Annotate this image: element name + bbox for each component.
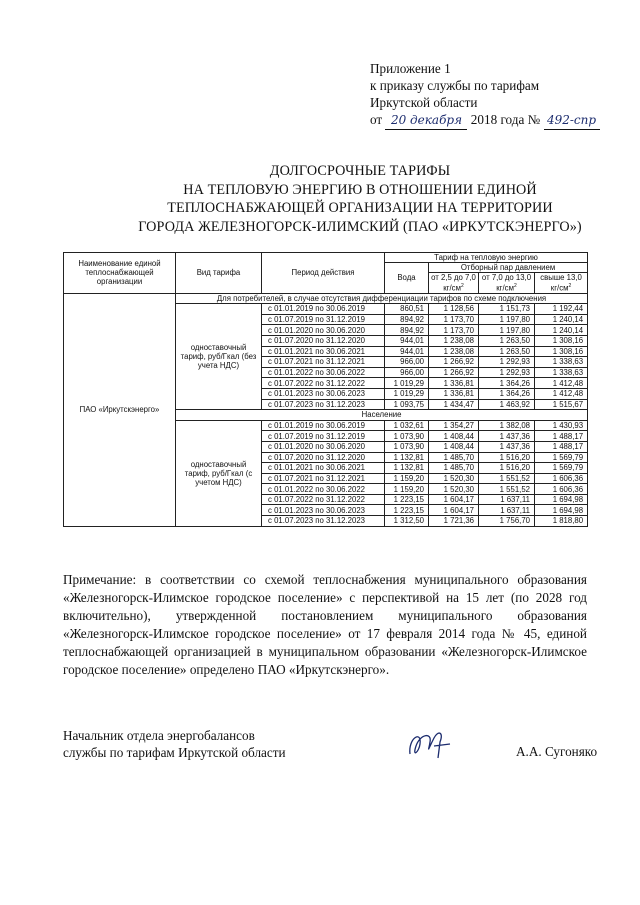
value-cell: 1 430,93 [535,420,588,431]
value-cell: 1 756,70 [479,516,535,527]
period-cell: с 01.07.2020 по 31.12.2020 [262,335,385,346]
header-pressure-1-text: от 2,5 до 7,0 кг/см [431,273,476,293]
period-cell: с 01.01.2019 по 30.06.2019 [262,304,385,315]
value-cell: 1 606,36 [535,484,588,495]
document-title [100,162,620,236]
value-cell: 1 604,17 [429,505,479,516]
value-cell: 1 292,93 [479,357,535,368]
signatory-title-line-2: службы по тарифам Иркутской области [63,745,286,760]
value-cell: 1 488,17 [535,441,588,452]
value-cell: 1 818,80 [535,516,588,527]
value-cell: 1 019,29 [385,378,429,389]
appendix-date-line [370,111,600,130]
period-cell: с 01.01.2022 по 30.06.2022 [262,484,385,495]
section-title: Для потребителей, в случае отсутствия дифференциации тарифов по схеме подключения [176,293,588,304]
title-line-2: НА ТЕПЛОВУЮ ЭНЕРГИЮ В ОТНОШЕНИИ ЕДИНОЙ [183,181,537,198]
value-cell: 1 019,29 [385,388,429,399]
period-cell: с 01.07.2023 по 31.12.2023 [262,399,385,410]
value-cell: 1 437,36 [479,431,535,442]
appendix-block [370,60,600,130]
value-cell: 1 266,92 [429,357,479,368]
value-cell: 1 604,17 [429,494,479,505]
tariff-kind-cell: одноставочный тариф, руб/Гкал (без учета НДС) [176,304,262,410]
handwritten-order-number: 492-спр [544,112,600,130]
period-cell: с 01.01.2021 по 30.06.2021 [262,346,385,357]
title-line-3: ТЕПЛОСНАБЖАЮЩЕЙ ОРГАНИЗАЦИИ НА ТЕРРИТОРИИ [167,200,553,216]
header-pressure-1-sup: 2 [460,283,464,289]
value-cell: 1 364,26 [479,378,535,389]
value-cell: 1 151,73 [479,304,535,315]
period-cell: с 01.01.2019 по 30.06.2019 [262,420,385,431]
value-cell: 1 382,08 [479,420,535,431]
value-cell: 1 606,36 [535,473,588,484]
appendix-line-1: Приложение 1 [370,61,451,76]
period-cell: с 01.07.2023 по 31.12.2023 [262,516,385,527]
value-cell: 1 223,15 [385,494,429,505]
value-cell: 944,01 [385,335,429,346]
value-cell: 1 032,61 [385,420,429,431]
value-cell: 1 488,17 [535,431,588,442]
header-pressure-3 [535,273,588,294]
tariff-kind-cell: одноставочный тариф, руб/Гкал (с учетом НДС) [176,420,262,526]
value-cell: 1 721,36 [429,516,479,527]
section-row [64,293,588,304]
value-cell: 1 338,63 [535,357,588,368]
period-cell: с 01.07.2019 по 31.12.2019 [262,314,385,325]
period-cell: с 01.01.2021 по 30.06.2021 [262,463,385,474]
title-line-1: ДОЛГОСРОЧНЫЕ ТАРИФЫ [269,163,451,179]
value-cell: 966,00 [385,367,429,378]
section-title: Население [176,410,588,421]
value-cell: 1 197,80 [479,314,535,325]
value-cell: 1 197,80 [479,325,535,336]
value-cell: 1 238,08 [429,335,479,346]
value-cell: 1 223,15 [385,505,429,516]
value-cell: 1 336,81 [429,388,479,399]
value-cell: 1 093,75 [385,399,429,410]
value-cell: 1 263,50 [479,346,535,357]
value-cell: 1 485,70 [429,463,479,474]
value-cell: 1 485,70 [429,452,479,463]
value-cell: 1 437,36 [479,441,535,452]
value-cell: 1 128,56 [429,304,479,315]
value-cell: 1 434,47 [429,399,479,410]
tariff-table [63,252,588,527]
period-cell: с 01.07.2020 по 31.12.2020 [262,452,385,463]
from-label: от [370,112,383,127]
value-cell: 894,92 [385,325,429,336]
period-cell: с 01.01.2020 по 30.06.2020 [262,325,385,336]
header-tariff: Тариф на тепловую энергию [385,253,588,263]
period-cell: с 01.01.2020 по 30.06.2020 [262,441,385,452]
value-cell: 1 408,44 [429,431,479,442]
value-cell: 1 312,50 [385,516,429,527]
value-cell: 1 515,67 [535,399,588,410]
value-cell: 1 516,20 [479,452,535,463]
value-cell: 1 240,14 [535,325,588,336]
appendix-line-3: Иркутской области [370,95,478,110]
value-cell: 860,51 [385,304,429,315]
period-cell: с 01.01.2022 по 30.06.2022 [262,367,385,378]
signatory-name: А.А. Сугоняко [516,744,598,759]
value-cell: 1 159,20 [385,473,429,484]
period-cell: с 01.07.2019 по 31.12.2019 [262,431,385,442]
period-cell: с 01.01.2023 по 30.06.2023 [262,388,385,399]
value-cell: 1 637,11 [479,494,535,505]
period-cell: с 01.07.2022 по 31.12.2022 [262,378,385,389]
appendix-line-2: к приказу службы по тарифам [370,78,540,93]
header-pressure-2-text: от 7,0 до 13,0 кг/см [481,273,532,293]
period-cell: с 01.07.2022 по 31.12.2022 [262,494,385,505]
header-kind: Вид тарифа [176,253,262,294]
value-cell: 1 173,70 [429,325,479,336]
header-pressure-3-text: свыше 13,0 кг/см [540,273,582,293]
value-cell: 1 463,92 [479,399,535,410]
title-line-4: ГОРОДА ЖЕЛЕЗНОГОРСК-ИЛИМСКИЙ (ПАО «ИРКУТСКЭНЕРГО») [138,218,582,235]
value-cell: 1 516,20 [479,463,535,474]
value-cell: 1 073,90 [385,431,429,442]
value-cell: 1 354,27 [429,420,479,431]
header-pressure-2-sup: 2 [513,283,517,289]
value-cell: 1 073,90 [385,441,429,452]
header-water: Вода [385,263,429,294]
header-period: Период действия [262,253,385,294]
tariff-table-body [64,293,588,526]
value-cell: 1 694,98 [535,505,588,516]
value-cell: 1 569,79 [535,463,588,474]
header-pressure-3-sup: 2 [568,283,572,289]
period-cell: с 01.07.2021 по 31.12.2021 [262,357,385,368]
value-cell: 1 132,81 [385,463,429,474]
value-cell: 1 520,30 [429,473,479,484]
header-pressure-2 [479,273,535,294]
value-cell: 966,00 [385,357,429,368]
value-cell: 1 159,20 [385,484,429,495]
value-cell: 1 408,44 [429,441,479,452]
org-name-cell: ПАО «Иркутскэнерго» [64,293,176,526]
value-cell: 1 569,79 [535,452,588,463]
signatory-title-line-1: Начальник отдела энергобалансов [63,728,255,743]
signatory-title [63,727,286,761]
period-cell: с 01.01.2023 по 30.06.2023 [262,505,385,516]
value-cell: 1 551,52 [479,484,535,495]
handwritten-date: 20 декабря [385,112,467,130]
value-cell: 1 520,30 [429,484,479,495]
value-cell: 1 637,11 [479,505,535,516]
value-cell: 1 308,16 [535,346,588,357]
value-cell: 894,92 [385,314,429,325]
value-cell: 1 240,14 [535,314,588,325]
value-cell: 1 412,48 [535,388,588,399]
value-cell: 1 263,50 [479,335,535,346]
header-pressure-1 [429,273,479,294]
value-cell: 1 173,70 [429,314,479,325]
year-text: 2018 года № [470,112,541,127]
value-cell: 1 551,52 [479,473,535,484]
header-org: Наименование единой теплоснабжающей организации [64,253,176,294]
handwritten-signature-icon [404,724,456,764]
value-cell: 1 412,48 [535,378,588,389]
value-cell: 944,01 [385,346,429,357]
value-cell: 1 192,44 [535,304,588,315]
period-cell: с 01.07.2021 по 31.12.2021 [262,473,385,484]
note-paragraph: Примечание: в соответствии со схемой теплоснабжения муниципального образования «Железногорск-Илимское городское поселение» с перспективой на 15 лет (по 2028 год включительно), утвержденной постановлением муниципального образования «Железногорск-Илимское городское поселение» от 17 февраля 2014 года № 45, единой теплоснабжающей организацией в муниципальном образовании «Железногорск-Илимское городское поселение» определено ПАО «Иркутскэнерго». [63,572,587,677]
value-cell: 1 336,81 [429,378,479,389]
value-cell: 1 266,92 [429,367,479,378]
value-cell: 1 364,26 [479,388,535,399]
value-cell: 1 694,98 [535,494,588,505]
value-cell: 1 308,16 [535,335,588,346]
value-cell: 1 238,08 [429,346,479,357]
value-cell: 1 292,93 [479,367,535,378]
value-cell: 1 338,63 [535,367,588,378]
header-steam: Отборный пар давлением [429,263,588,273]
value-cell: 1 132,81 [385,452,429,463]
